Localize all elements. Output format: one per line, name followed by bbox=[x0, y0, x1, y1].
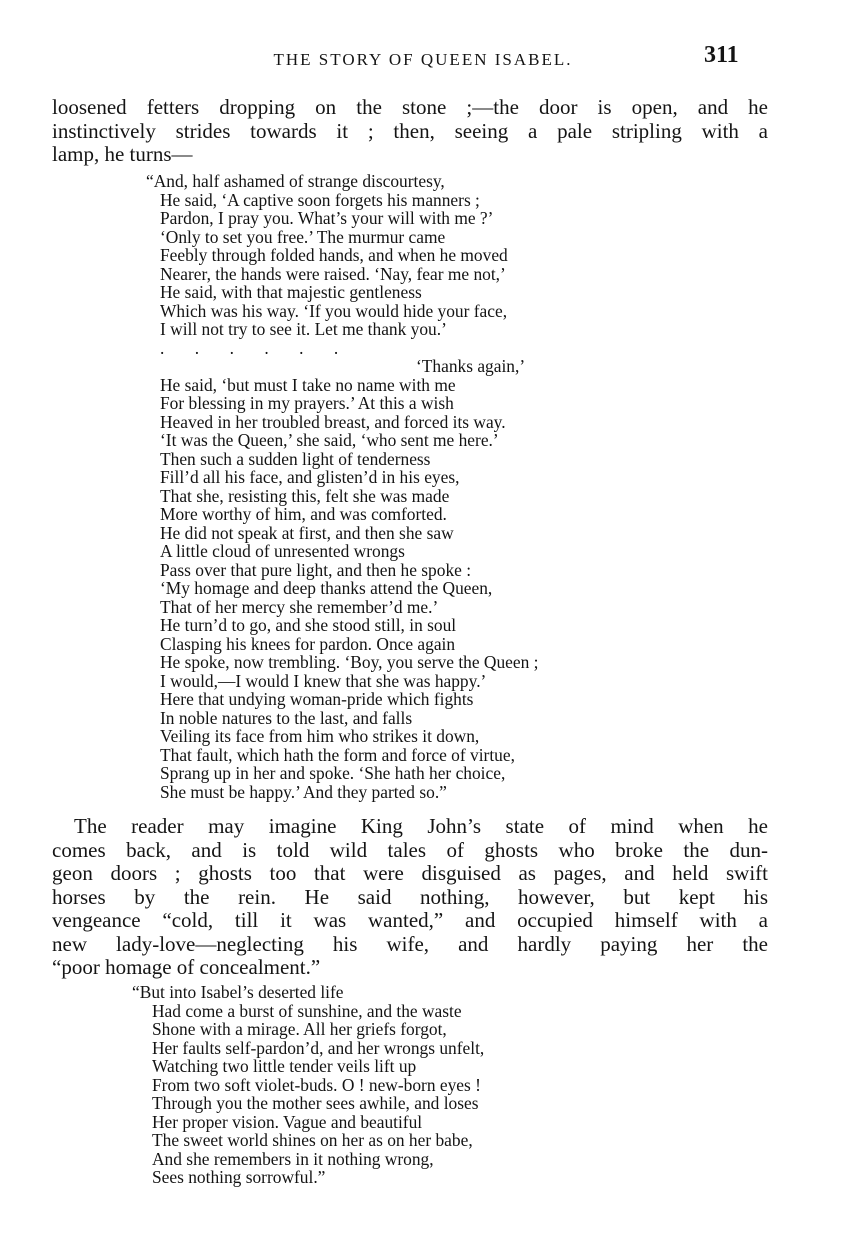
verse-line: Watching two little tender veils lift up bbox=[152, 1056, 417, 1076]
prose-line: geon doors ; ghosts too that were disguised as pages, and held swift bbox=[52, 861, 768, 885]
verse-line: ‘It was the Queen,’ she said, ‘who sent me here.’ bbox=[160, 430, 499, 450]
prose-line: loosened fetters dropping on the stone ;—the door is open, and he bbox=[52, 95, 768, 119]
verse-line: He did not speak at first, and then she saw bbox=[160, 522, 454, 543]
prose-line: lamp, he turns— bbox=[52, 142, 193, 166]
verse-line: Nearer, the hands were raised. ‘Nay, fear me not,’ bbox=[160, 263, 506, 284]
verse-line: He turn’d to go, and she stood still, in soul bbox=[160, 615, 457, 635]
paragraph-1 bbox=[52, 96, 768, 167]
verse-line: Here that undying woman-pride which fights bbox=[160, 689, 474, 709]
verse-line: He said, ‘but must I take no name with me bbox=[160, 374, 456, 395]
verse-line: Sees nothing sorrowful.” bbox=[152, 1167, 326, 1187]
verse-line: That fault, which hath the form and force of virtue, bbox=[160, 744, 515, 765]
verse-line: Sprang up in her and spoke. ‘She hath her choice, bbox=[160, 763, 506, 783]
verse-line: That of her mercy she remember’d me.’ bbox=[160, 596, 439, 617]
verse-line: Which was his way. ‘If you would hide your face, bbox=[160, 300, 508, 321]
verse-line: Then such a sudden light of tenderness bbox=[160, 448, 431, 469]
verse-line: Through you the mother sees awhile, and loses bbox=[152, 1093, 479, 1113]
verse-line: That she, resisting this, felt she was made bbox=[160, 485, 450, 506]
verse-line: For blessing in my prayers.’ At this a wish bbox=[160, 393, 454, 413]
verse-line: Shone with a mirage. All her griefs forgot, bbox=[152, 1019, 447, 1039]
verse-line: He said, with that majestic gentleness bbox=[160, 282, 422, 302]
paragraph-2 bbox=[52, 815, 768, 980]
verse-line: And she remembers in it nothing wrong, bbox=[152, 1148, 434, 1169]
verse-line: Heaved in her troubled breast, and forced its way. bbox=[160, 411, 506, 432]
verse-line: Had come a burst of sunshine, and the waste bbox=[152, 1000, 462, 1021]
verse-line: ‘My homage and deep thanks attend the Queen, bbox=[160, 578, 493, 598]
verse-line: A little cloud of unresented wrongs bbox=[160, 541, 405, 561]
page-number: 311 bbox=[704, 42, 739, 68]
verse-line: “But into Isabel’s deserted life bbox=[132, 982, 344, 1002]
prose-line: vengeance “cold, till it was wanted,” and occupied himself with a bbox=[52, 908, 768, 932]
verse-line: Fill’d all his face, and glisten’d in his eyes, bbox=[160, 467, 460, 487]
verse-line: Feebly through folded hands, and when he moved bbox=[160, 245, 508, 265]
prose-line: “poor homage of concealment.” bbox=[52, 955, 321, 979]
verse-line: Veiling its face from him who strikes it down, bbox=[160, 726, 480, 746]
verse-line: I will not try to see it. Let me thank you.’ bbox=[160, 319, 447, 339]
prose-line: comes back, and is told wild tales of ghosts who broke the dun- bbox=[52, 837, 768, 862]
prose-line: The reader may imagine King John’s state of mind when he bbox=[74, 814, 768, 838]
verse-block-1 bbox=[146, 172, 538, 801]
verse-line: “And, half ashamed of strange discourtesy, bbox=[146, 171, 445, 191]
prose-line: new lady-love—neglecting his wife, and hardly paying her the bbox=[52, 931, 768, 956]
prose-line: horses by the rein. He said nothing, however, but kept his bbox=[52, 884, 768, 909]
verse-line: I would,—I would I knew that she was happy.’ bbox=[160, 670, 487, 691]
running-title: THE STORY OF QUEEN ISABEL. bbox=[273, 50, 573, 69]
verse-line: Her proper vision. Vague and beautiful bbox=[152, 1111, 423, 1132]
verse-line: Clasping his knees for pardon. Once again bbox=[160, 633, 456, 654]
verse-line: Her faults self-pardon’d, and her wrongs unfelt, bbox=[152, 1037, 485, 1058]
verse-line: In noble natures to the last, and falls bbox=[160, 707, 413, 728]
verse-line: Pardon, I pray you. What’s your will with me ?’ bbox=[160, 208, 494, 228]
verse-line: ‘Only to set you free.’ The murmur came bbox=[160, 226, 446, 247]
verse-line: The sweet world shines on her as on her babe, bbox=[152, 1130, 473, 1150]
verse-line: ‘Thanks again,’ bbox=[416, 356, 526, 376]
verse-block-2 bbox=[132, 983, 484, 1187]
prose-line: instinctively strides towards it ; then, seeing a pale stripling with a bbox=[52, 118, 768, 143]
verse-line: He said, ‘A captive soon forgets his manners ; bbox=[160, 189, 480, 210]
verse-line: She must be happy.’ And they parted so.” bbox=[160, 781, 447, 802]
verse-line: Pass over that pure light, and then he spoke : bbox=[160, 559, 472, 580]
verse-line: From two soft violet-buds. O ! new-born eyes ! bbox=[152, 1074, 481, 1095]
verse-line: More worthy of him, and was comforted. bbox=[160, 504, 447, 524]
verse-line: He spoke, now trembling. ‘Boy, you serve the Queen ; bbox=[160, 652, 539, 672]
ellipsis-line: . . . . . . bbox=[160, 337, 339, 358]
